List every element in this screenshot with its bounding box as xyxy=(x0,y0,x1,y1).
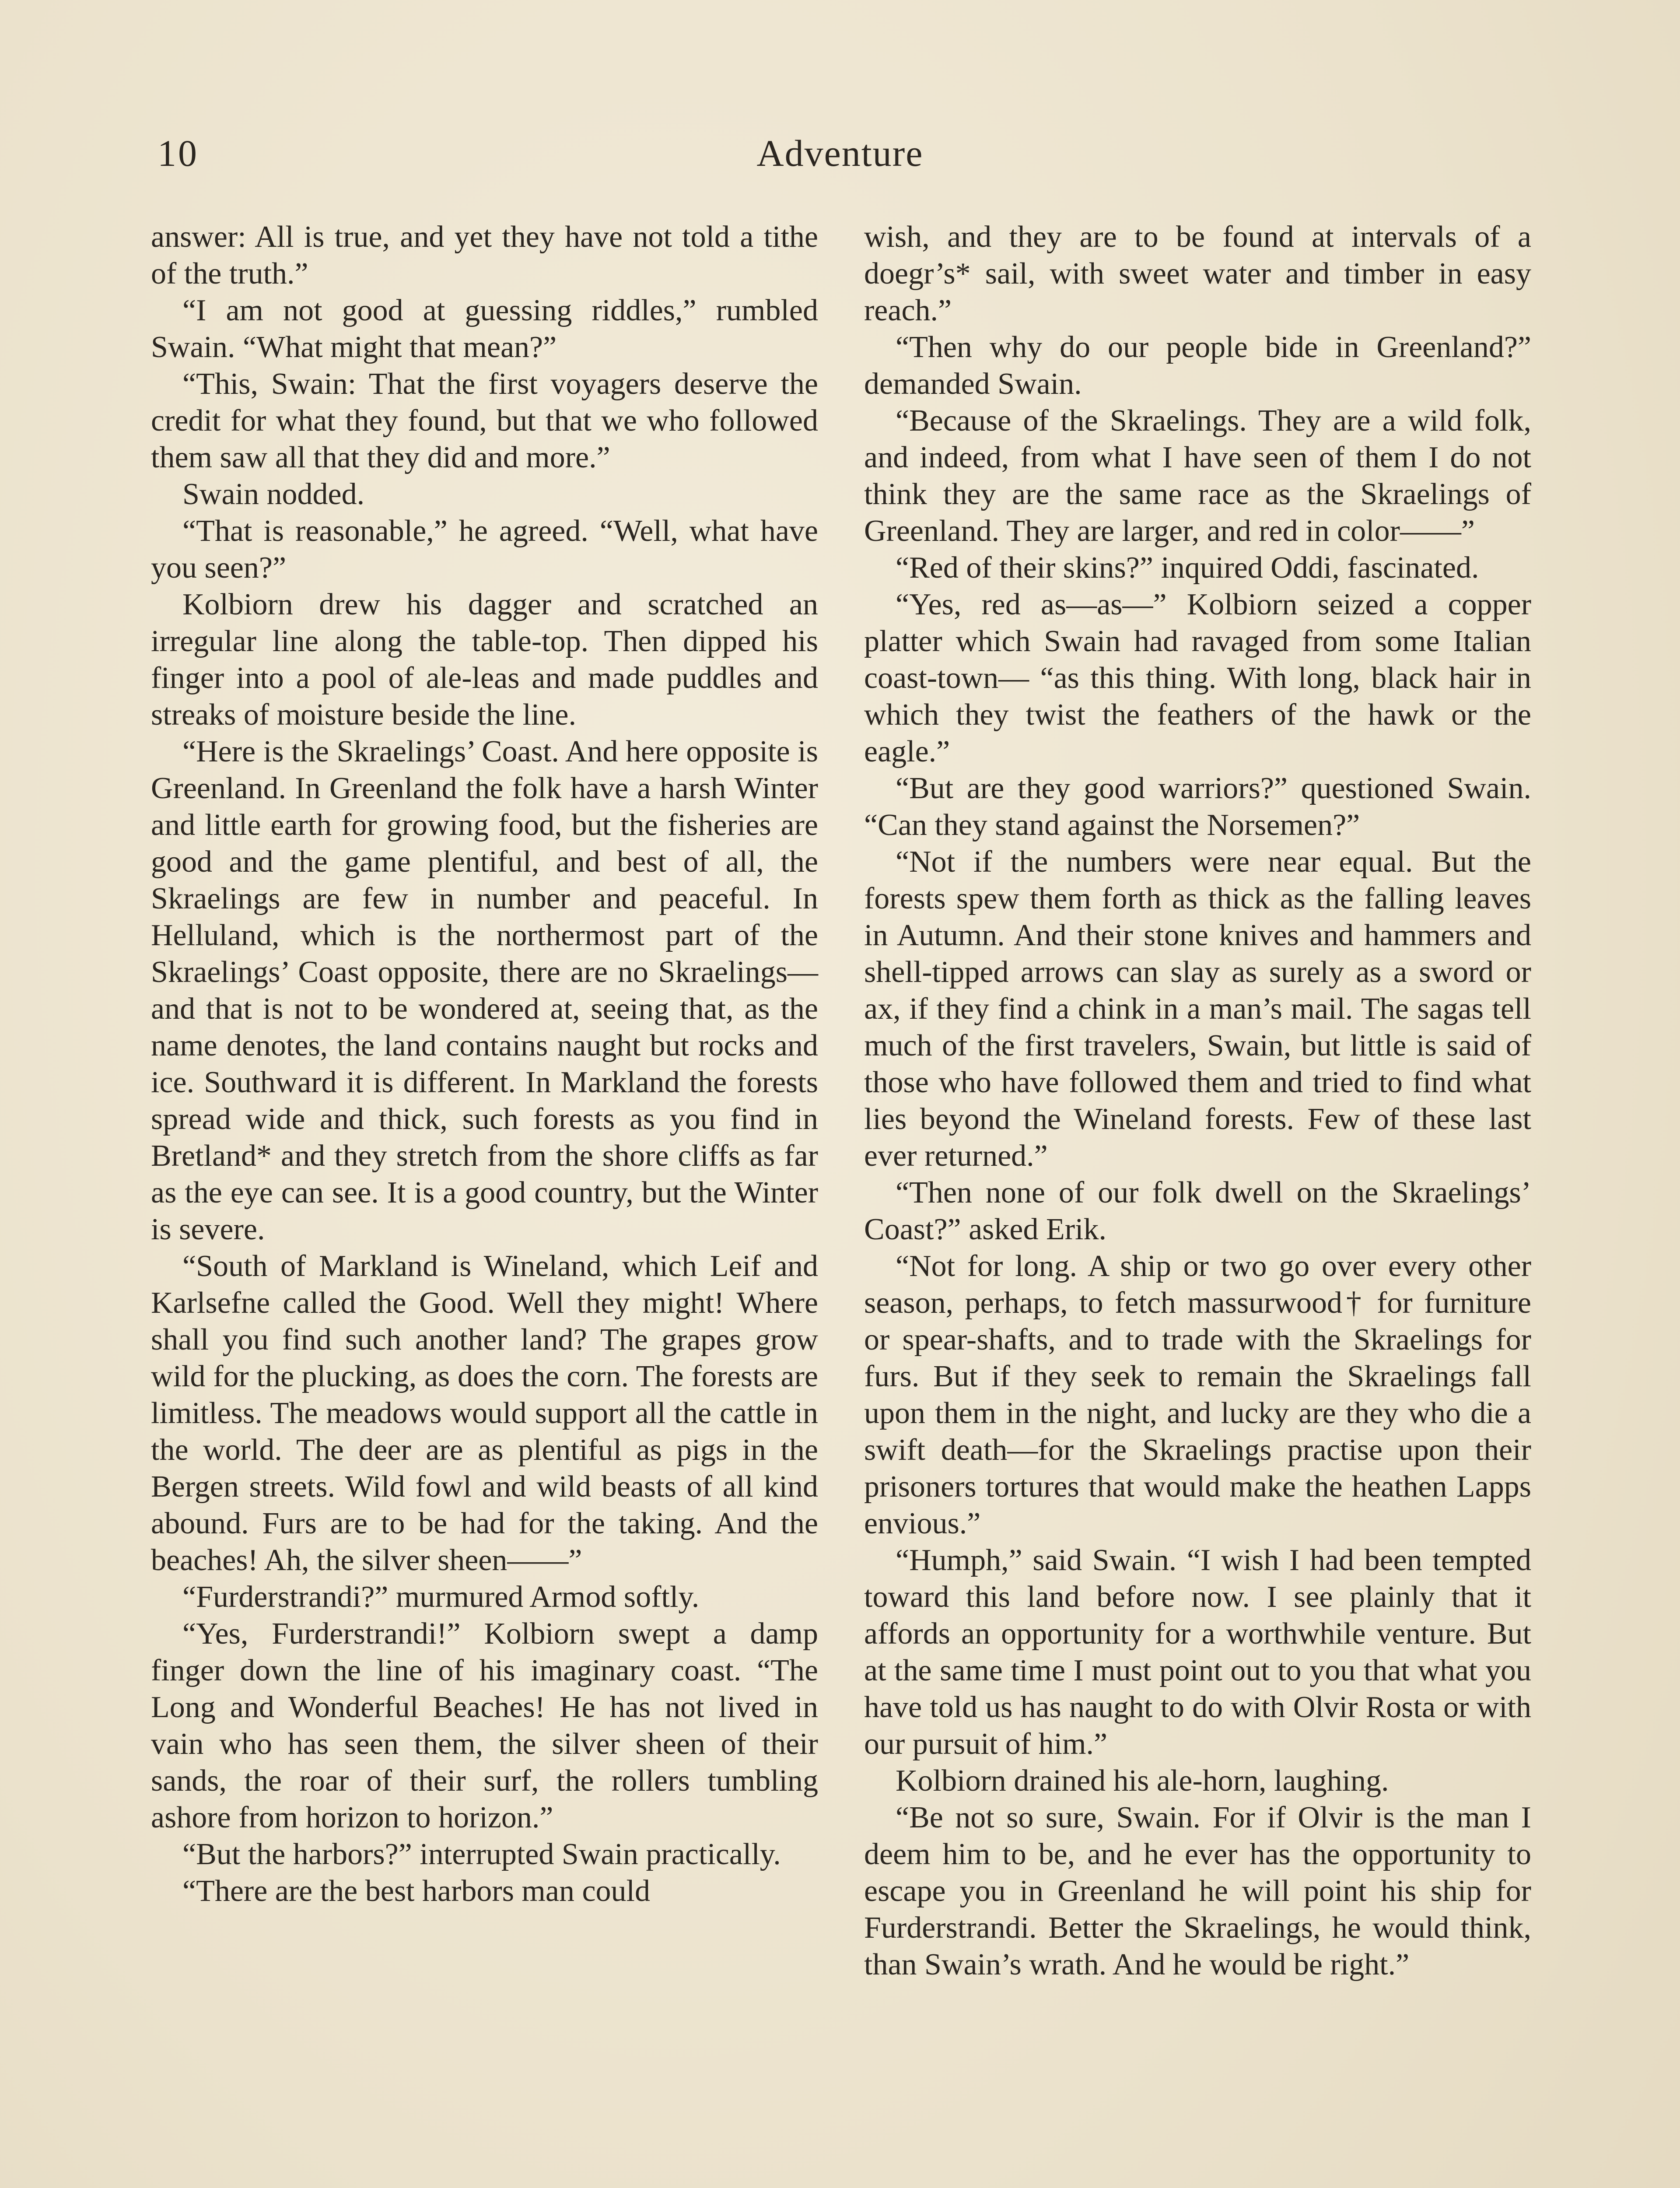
paragraph: “Not if the numbers were near equal. But the forests spew them forth as thick as the falling leaves in Autumn. And their stone knives and hammers and shell-tipped arrows can slay as surely as a sword or ax, if they find a chink in a man’s mail. The sagas tell much of the first travelers, Swain, but little is said of those who have followed them and tried to find what lies beyond the Wineland forests. Few of these last ever returned.” xyxy=(864,845,1531,1173)
paragraph: “Yes, red as—as—” Kolbiorn seized a copper platter which Swain had ravaged from some Italian coast-town— “as this thing. With long, black hair in which they twist the feathers of the hawk or the eagle.” xyxy=(864,588,1531,768)
right-column xyxy=(864,219,1531,1983)
paragraph: “Here is the Skraelings’ Coast. And here opposite is Greenland. In Greenland the folk have a harsh Winter and little earth for growing food, but the fisheries are good and the game plentiful, and best of all, the Skraelings are few in number and peaceful. In Helluland, which is the northermost part of the Skraelings’ Coast opposite, there are no Skraelings—and that is not to be wondered at, seeing that, as the name denotes, the land contains naught but rocks and ice. Southward it is different. In Markland the forests spread wide and thick, such forests as you find in Bretland* and they stretch from the shore cliffs as far as the eye can see. It is a good country, but the Winter is severe. xyxy=(151,735,818,1246)
paragraph: “But are they good warriors?” questioned Swain. “Can they stand against the Norsemen?” xyxy=(864,771,1531,842)
paragraph: wish, and they are to be found at intervals of a doegr’s* sail, with sweet water and timber in easy reach.” xyxy=(864,220,1531,327)
paragraph: “Because of the Skraelings. They are a wild folk, and indeed, from what I have seen of them I do not think they are the same race as the Skraelings of Greenland. They are larger, and red in color——” xyxy=(864,404,1531,548)
paragraph: “That is reasonable,” he agreed. “Well, what have you seen?” xyxy=(151,514,818,585)
paragraph: “Be not so sure, Swain. For if Olvir is the man I deem him to be, and he ever has the opportunity to escape you in Greenland he will point his ship for Furderstrandi. Better the Skraelings, he would think, than Swain’s wrath. And he would be right.” xyxy=(864,1801,1531,1981)
paragraph: “This, Swain: That the first voyagers deserve the credit for what they found, but that we who followed them saw all that they did and more.” xyxy=(151,367,818,474)
paragraph: “I am not good at guessing riddles,” rumbled Swain. “What might that mean?” xyxy=(151,294,818,364)
paragraph: “Then none of our folk dwell on the Skraelings’ Coast?” asked Erik. xyxy=(864,1176,1531,1246)
paragraph: Kolbiorn drained his ale-horn, laughing. xyxy=(896,1764,1389,1798)
paragraph: “Yes, Furderstrandi!” Kolbiorn swept a damp finger down the line of his imaginary coast. “The Long and Wonderful Beaches! He has not lived in vain who has seen them, the silver sheen of their sands, the roar of their surf, the rollers tumbling ashore from horizon to horizon.” xyxy=(151,1617,818,1834)
paragraph: Kolbiorn drew his dagger and scratched an irregular line along the table-top. Then dipped his finger into a pool of ale-leas and made puddles and streaks of moisture beside the line. xyxy=(151,588,818,732)
paragraph: Swain nodded. xyxy=(182,477,365,511)
paragraph: “Then why do our people bide in Greenland?” demanded Swain. xyxy=(864,330,1531,401)
paragraph: “But the harbors?” interrupted Swain practically. xyxy=(182,1837,781,1871)
paragraph: answer: All is true, and yet they have not told a tithe of the truth.” xyxy=(151,220,818,291)
paragraph: “Humph,” said Swain. “I wish I had been tempted toward this land before now. I see plainly that it affords an opportunity for a worthwhile venture. But at the same time I must point out to you that what you have told us has naught to do with Olvir Rosta or with our pursuit of him.” xyxy=(864,1543,1531,1761)
paragraph: “South of Markland is Wineland, which Leif and Karlsefne called the Good. Well they might! Where shall you find such another land? The grapes grow wild for the plucking, as does the corn. The forests are limitless. The meadows would support all the cattle in the world. The deer are as plentiful as pigs in the Bergen streets. Wild fowl and wild beasts of all kind abound. Furs are to be had for the taking. And the beaches! Ah, the silver sheen——” xyxy=(151,1249,818,1577)
paragraph: “Red of their skins?” inquired Oddi, fascinated. xyxy=(896,551,1479,585)
running-head: Adventure xyxy=(756,132,924,174)
paragraph: “There are the best harbors man could xyxy=(182,1874,650,1908)
paragraph: “Not for long. A ship or two go over every other season, perhaps, to fetch massurwood† for furniture or spear-shafts, and to trade with the Skraelings for furs. But if they seek to remain the Skraelings fall upon them in the night, and lucky are they who die a swift death—for the Skraelings practise upon their prisoners tortures that would make the heathen Lapps envious.” xyxy=(864,1249,1531,1540)
page-number: 10 xyxy=(158,132,199,174)
left-column xyxy=(151,219,818,1910)
paragraph: “Furderstrandi?” murmured Armod softly. xyxy=(182,1580,700,1614)
